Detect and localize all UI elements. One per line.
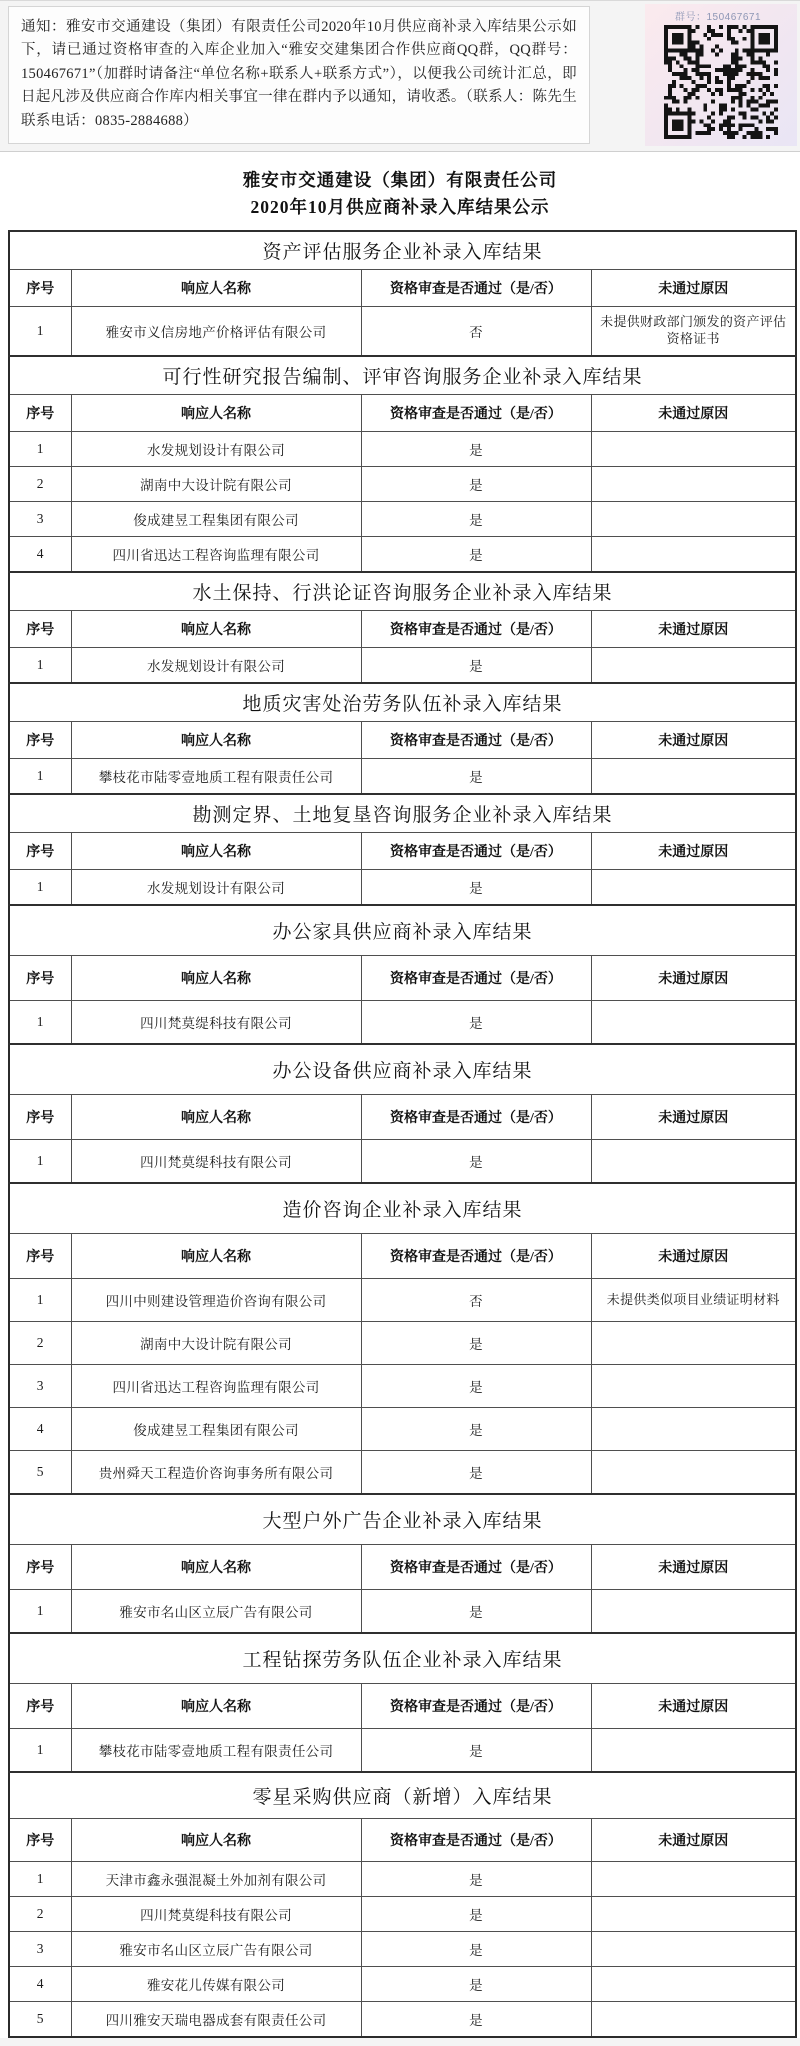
column-header-fail-reason: 未通过原因	[591, 1095, 796, 1140]
column-header-qualified: 资格审查是否通过（是/否）	[361, 395, 591, 432]
cell-index: 1	[9, 1862, 71, 1897]
column-header-company-name: 响应人名称	[71, 1545, 361, 1590]
cell-qualified: 是	[361, 537, 591, 573]
table-row	[9, 1408, 796, 1451]
column-header-company-name: 响应人名称	[71, 833, 361, 870]
section-title: 资产评估服务企业补录入库结果	[9, 231, 796, 270]
column-header-fail-reason: 未通过原因	[591, 1684, 796, 1729]
table-row	[9, 1590, 796, 1634]
cell-fail-reason: 未提供类似项目业绩证明材料	[591, 1279, 796, 1322]
cell-fail-reason	[591, 1590, 796, 1634]
column-header-fail-reason: 未通过原因	[591, 833, 796, 870]
cell-fail-reason	[591, 648, 796, 684]
cell-qualified: 是	[361, 1729, 591, 1773]
results-table	[8, 230, 797, 2038]
cell-index: 1	[9, 307, 71, 356]
cell-index: 3	[9, 1932, 71, 1967]
column-header-index: 序号	[9, 1545, 71, 1590]
cell-index: 2	[9, 467, 71, 502]
table-row	[9, 432, 796, 467]
column-header-company-name: 响应人名称	[71, 1819, 361, 1862]
cell-fail-reason	[591, 537, 796, 573]
column-header-index: 序号	[9, 722, 71, 759]
column-header-row	[9, 1684, 796, 1729]
cell-fail-reason: 未提供财政部门颁发的资产评估资格证书	[591, 307, 796, 356]
cell-index: 1	[9, 1590, 71, 1634]
qq-group-number-label: 群号：150467671	[674, 12, 762, 23]
cell-company-name: 贵州舜天工程造价咨询事务所有限公司	[71, 1451, 361, 1495]
section-title: 勘测定界、土地复垦咨询服务企业补录入库结果	[9, 794, 796, 833]
column-header-index: 序号	[9, 611, 71, 648]
table-row	[9, 307, 796, 356]
cell-qualified: 是	[361, 502, 591, 537]
column-header-fail-reason: 未通过原因	[591, 1234, 796, 1279]
cell-company-name: 雅安市名山区立辰广告有限公司	[71, 1932, 361, 1967]
section-row	[9, 1772, 796, 1819]
column-header-index: 序号	[9, 1819, 71, 1862]
section-title: 造价咨询企业补录入库结果	[9, 1183, 796, 1234]
cell-fail-reason	[591, 1932, 796, 1967]
cell-company-name: 水发规划设计有限公司	[71, 870, 361, 906]
table-row	[9, 2002, 796, 2038]
cell-qualified: 是	[361, 467, 591, 502]
cell-fail-reason	[591, 1862, 796, 1897]
column-header-company-name: 响应人名称	[71, 722, 361, 759]
column-header-index: 序号	[9, 270, 71, 307]
table-row	[9, 1001, 796, 1045]
table-row	[9, 467, 796, 502]
page-title-line1: 雅安市交通建设（集团）有限责任公司	[242, 170, 558, 190]
column-header-qualified: 资格审查是否通过（是/否）	[361, 1095, 591, 1140]
table-row	[9, 1729, 796, 1773]
column-header-row	[9, 1095, 796, 1140]
column-header-row	[9, 956, 796, 1001]
column-header-company-name: 响应人名称	[71, 270, 361, 307]
cell-fail-reason	[591, 1967, 796, 2002]
table-row	[9, 870, 796, 906]
section-title: 工程钻探劳务队伍企业补录入库结果	[9, 1633, 796, 1684]
section-row	[9, 356, 796, 395]
section-title: 办公设备供应商补录入库结果	[9, 1044, 796, 1095]
cell-qualified: 是	[361, 648, 591, 684]
cell-company-name: 天津市鑫永强混凝土外加剂有限公司	[71, 1862, 361, 1897]
cell-index: 4	[9, 537, 71, 573]
cell-fail-reason	[591, 502, 796, 537]
cell-company-name: 四川梵莫缇科技有限公司	[71, 1001, 361, 1045]
cell-qualified: 是	[361, 1862, 591, 1897]
cell-index: 5	[9, 2002, 71, 2038]
cell-index: 1	[9, 1279, 71, 1322]
cell-company-name: 四川梵莫缇科技有限公司	[71, 1897, 361, 1932]
column-header-qualified: 资格审查是否通过（是/否）	[361, 722, 591, 759]
cell-fail-reason	[591, 1729, 796, 1773]
column-header-fail-reason: 未通过原因	[591, 395, 796, 432]
cell-qualified: 否	[361, 307, 591, 356]
cell-index: 1	[9, 432, 71, 467]
cell-qualified: 是	[361, 1365, 591, 1408]
cell-index: 4	[9, 1408, 71, 1451]
cell-company-name: 四川雅安天瑞电器成套有限责任公司	[71, 2002, 361, 2038]
cell-qualified: 是	[361, 759, 591, 795]
cell-company-name: 俊成建昱工程集团有限公司	[71, 1408, 361, 1451]
column-header-company-name: 响应人名称	[71, 1684, 361, 1729]
column-header-fail-reason: 未通过原因	[591, 956, 796, 1001]
column-header-qualified: 资格审查是否通过（是/否）	[361, 270, 591, 307]
table-row	[9, 1932, 796, 1967]
table-row	[9, 1897, 796, 1932]
table-row	[9, 1279, 796, 1322]
column-header-row	[9, 1545, 796, 1590]
cell-fail-reason	[591, 2002, 796, 2038]
cell-company-name: 雅安市名山区立辰广告有限公司	[71, 1590, 361, 1634]
column-header-index: 序号	[9, 1095, 71, 1140]
column-header-row	[9, 611, 796, 648]
cell-qualified: 是	[361, 1897, 591, 1932]
page-title	[0, 152, 800, 230]
section-title: 地质灾害处治劳务队伍补录入库结果	[9, 683, 796, 722]
section-row	[9, 1633, 796, 1684]
column-header-fail-reason: 未通过原因	[591, 1819, 796, 1862]
table-row	[9, 1451, 796, 1495]
cell-fail-reason	[591, 1365, 796, 1408]
cell-fail-reason	[591, 432, 796, 467]
table-row	[9, 1967, 796, 2002]
column-header-row	[9, 1819, 796, 1862]
column-header-qualified: 资格审查是否通过（是/否）	[361, 956, 591, 1001]
column-header-qualified: 资格审查是否通过（是/否）	[361, 1819, 591, 1862]
column-header-qualified: 资格审查是否通过（是/否）	[361, 1545, 591, 1590]
cell-company-name: 水发规划设计有限公司	[71, 648, 361, 684]
cell-qualified: 是	[361, 1590, 591, 1634]
column-header-index: 序号	[9, 833, 71, 870]
table-row	[9, 537, 796, 573]
notice-area	[0, 0, 800, 152]
table-row	[9, 502, 796, 537]
table-row	[9, 759, 796, 795]
cell-fail-reason	[591, 1451, 796, 1495]
column-header-fail-reason: 未通过原因	[591, 1545, 796, 1590]
column-header-index: 序号	[9, 956, 71, 1001]
cell-qualified: 是	[361, 870, 591, 906]
cell-fail-reason	[591, 467, 796, 502]
column-header-company-name: 响应人名称	[71, 611, 361, 648]
page-bottom-margin	[0, 2038, 800, 2046]
qr-panel	[645, 4, 797, 146]
cell-index: 1	[9, 759, 71, 795]
results-table-body	[9, 231, 796, 2037]
cell-index: 2	[9, 1322, 71, 1365]
section-title: 大型户外广告企业补录入库结果	[9, 1494, 796, 1545]
section-row	[9, 572, 796, 611]
cell-qualified: 否	[361, 1279, 591, 1322]
cell-qualified: 是	[361, 1408, 591, 1451]
cell-index: 1	[9, 648, 71, 684]
section-title: 水土保持、行洪论证咨询服务企业补录入库结果	[9, 572, 796, 611]
cell-index: 1	[9, 1140, 71, 1184]
cell-company-name: 雅安花儿传媒有限公司	[71, 1967, 361, 2002]
cell-company-name: 攀枝花市陆零壹地质工程有限责任公司	[71, 759, 361, 795]
section-title: 零星采购供应商（新增）入库结果	[9, 1772, 796, 1819]
column-header-row	[9, 395, 796, 432]
cell-fail-reason	[591, 1408, 796, 1451]
column-header-qualified: 资格审查是否通过（是/否）	[361, 1234, 591, 1279]
cell-index: 5	[9, 1451, 71, 1495]
cell-company-name: 雅安市义信房地产价格评估有限公司	[71, 307, 361, 356]
cell-fail-reason	[591, 759, 796, 795]
section-row	[9, 231, 796, 270]
cell-company-name: 湖南中大设计院有限公司	[71, 1322, 361, 1365]
cell-index: 4	[9, 1967, 71, 2002]
cell-fail-reason	[591, 1001, 796, 1045]
cell-index: 1	[9, 870, 71, 906]
column-header-company-name: 响应人名称	[71, 1095, 361, 1140]
column-header-fail-reason: 未通过原因	[591, 722, 796, 759]
cell-qualified: 是	[361, 1932, 591, 1967]
column-header-row	[9, 1234, 796, 1279]
column-header-index: 序号	[9, 1684, 71, 1729]
table-row	[9, 1322, 796, 1365]
cell-company-name: 四川省迅达工程咨询监理有限公司	[71, 1365, 361, 1408]
cell-fail-reason	[591, 1140, 796, 1184]
table-row	[9, 1862, 796, 1897]
table-row	[9, 1365, 796, 1408]
cell-fail-reason	[591, 1897, 796, 1932]
column-header-row	[9, 270, 796, 307]
cell-qualified: 是	[361, 2002, 591, 2038]
cell-company-name: 四川省迅达工程咨询监理有限公司	[71, 537, 361, 573]
cell-company-name: 四川中则建设管理造价咨询有限公司	[71, 1279, 361, 1322]
cell-index: 2	[9, 1897, 71, 1932]
column-header-fail-reason: 未通过原因	[591, 611, 796, 648]
cell-index: 3	[9, 1365, 71, 1408]
column-header-fail-reason: 未通过原因	[591, 270, 796, 307]
cell-company-name: 四川梵莫缇科技有限公司	[71, 1140, 361, 1184]
cell-qualified: 是	[361, 1001, 591, 1045]
column-header-row	[9, 722, 796, 759]
cell-company-name: 湖南中大设计院有限公司	[71, 467, 361, 502]
cell-qualified: 是	[361, 1967, 591, 2002]
table-row	[9, 648, 796, 684]
section-row	[9, 794, 796, 833]
column-header-company-name: 响应人名称	[71, 395, 361, 432]
cell-index: 1	[9, 1001, 71, 1045]
section-row	[9, 905, 796, 956]
page-title-line2: 2020年10月供应商补录入库结果公示	[250, 197, 550, 218]
cell-company-name: 俊成建昱工程集团有限公司	[71, 502, 361, 537]
section-row	[9, 683, 796, 722]
cell-qualified: 是	[361, 432, 591, 467]
section-title: 可行性研究报告编制、评审咨询服务企业补录入库结果	[9, 356, 796, 395]
cell-qualified: 是	[361, 1140, 591, 1184]
notice-text: 通知：雅安市交通建设（集团）有限责任公司2020年10月供应商补录入库结果公示如下，请已通过资格审查的入库企业加入“雅安交建集团合作供应商QQ群，QQ群号：150467671”（加群时请备注“单位名称+联系人+联系方式”），以便我公司统计汇总，即日起凡涉及供应商合作库内相关事宜一律在群内予以通知，请收悉。（联系人：陈先生 联系电话：0835-2884688）	[21, 19, 592, 129]
column-header-qualified: 资格审查是否通过（是/否）	[361, 833, 591, 870]
section-row	[9, 1494, 796, 1545]
cell-qualified: 是	[361, 1322, 591, 1365]
section-title: 办公家具供应商补录入库结果	[9, 905, 796, 956]
column-header-company-name: 响应人名称	[71, 956, 361, 1001]
column-header-company-name: 响应人名称	[71, 1234, 361, 1279]
cell-index: 3	[9, 502, 71, 537]
notice-box	[8, 6, 590, 144]
cell-company-name: 攀枝花市陆零壹地质工程有限责任公司	[71, 1729, 361, 1773]
qq-group-qr-code	[664, 25, 778, 139]
cell-fail-reason	[591, 870, 796, 906]
cell-company-name: 水发规划设计有限公司	[71, 432, 361, 467]
cell-fail-reason	[591, 1322, 796, 1365]
section-row	[9, 1183, 796, 1234]
column-header-qualified: 资格审查是否通过（是/否）	[361, 611, 591, 648]
column-header-row	[9, 833, 796, 870]
cell-index: 1	[9, 1729, 71, 1773]
column-header-qualified: 资格审查是否通过（是/否）	[361, 1684, 591, 1729]
column-header-index: 序号	[9, 395, 71, 432]
section-row	[9, 1044, 796, 1095]
table-row	[9, 1140, 796, 1184]
column-header-index: 序号	[9, 1234, 71, 1279]
cell-qualified: 是	[361, 1451, 591, 1495]
